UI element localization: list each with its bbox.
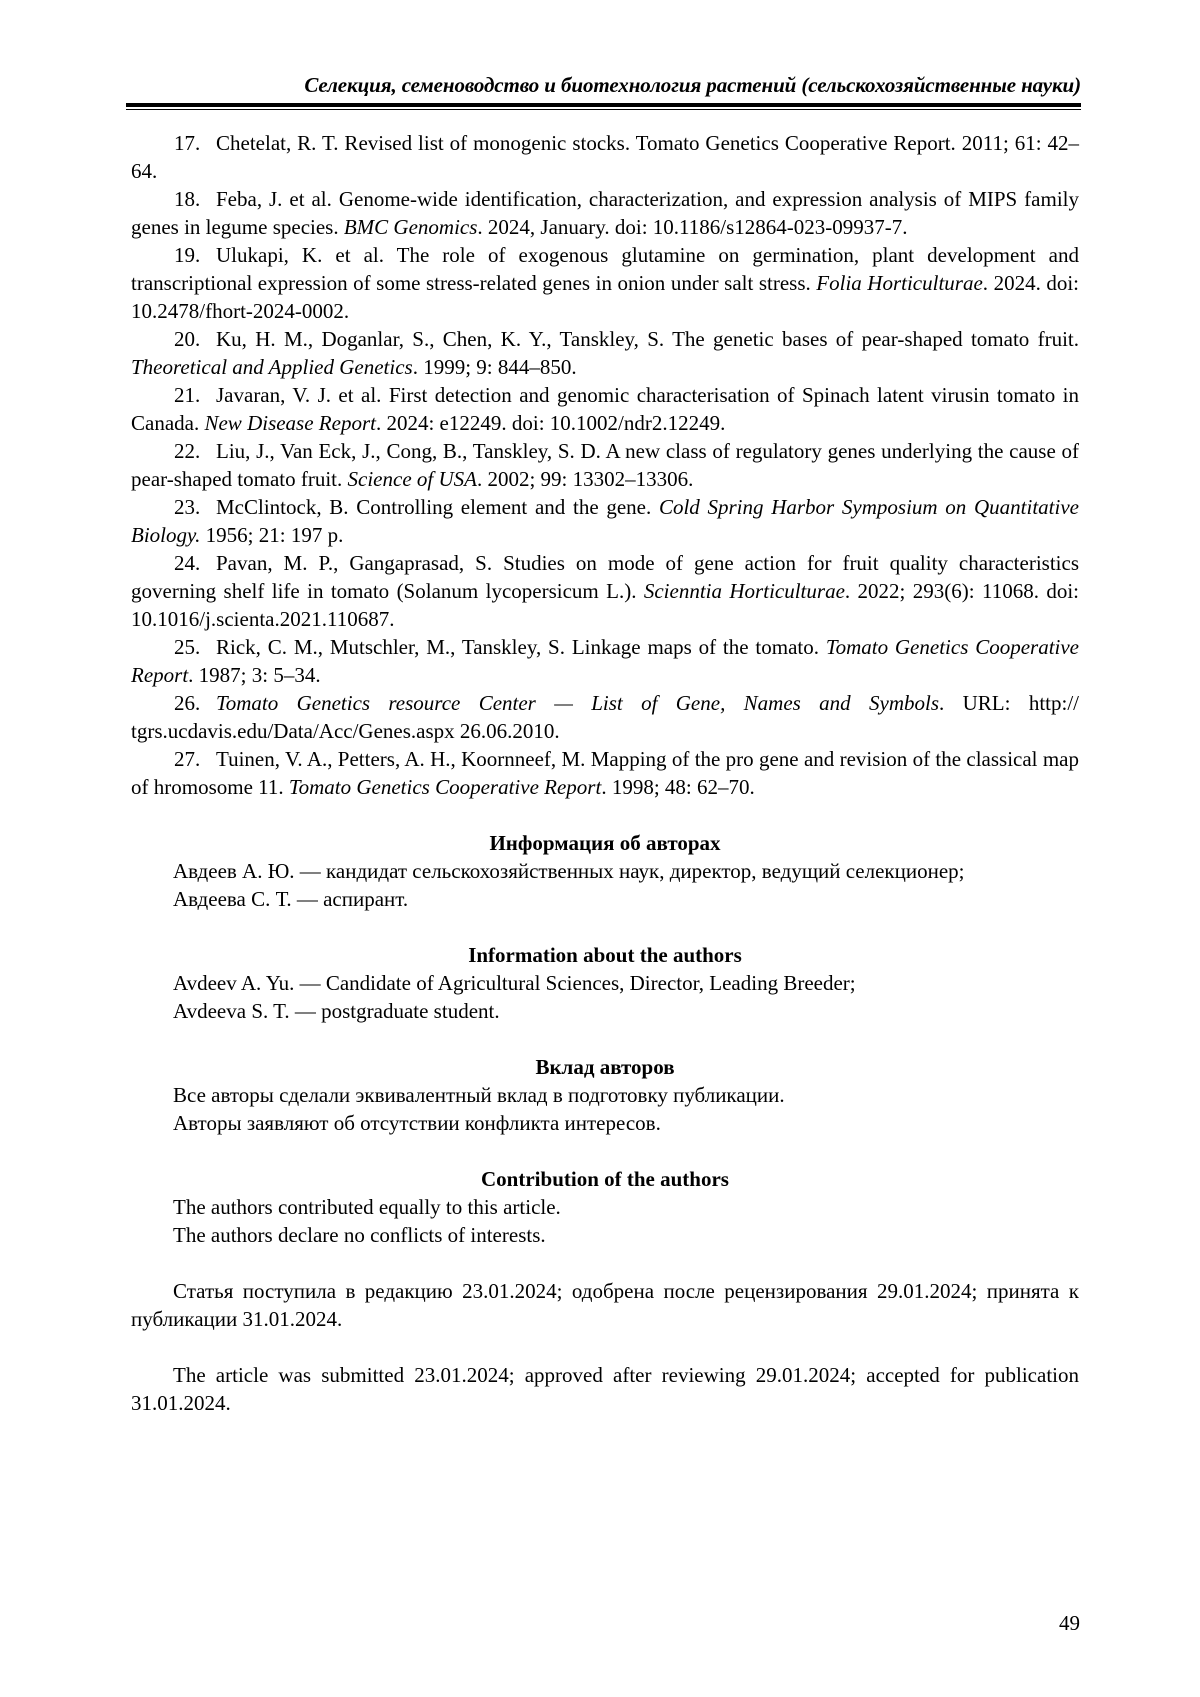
reference-list xyxy=(131,129,1079,801)
reference-source-title: Scienntia Horticulturae xyxy=(643,579,845,603)
contribution-line: Авторы заявляют об отсутствии конфликта интересов. xyxy=(173,1111,661,1135)
author-line: Avdeeva S. T. — postgraduate student. xyxy=(173,999,500,1023)
contribution-line: The authors contributed equally to this article. xyxy=(173,1195,561,1219)
reference-item xyxy=(131,745,1079,801)
reference-text: . 2024, January. doi: 10.1186/s12864-023-09937-7. xyxy=(477,215,908,239)
reference-item xyxy=(131,633,1079,689)
authors-info-en xyxy=(131,941,1079,1025)
reference-text: Javaran, V. J. et al. First detection and genomic characterisation of Spinach latent virusin tomato in Canada. xyxy=(131,383,1079,435)
reference-item xyxy=(131,549,1079,633)
reference-source-title: Tomato Genetics resource Center — List of Gene, Names and Symbols xyxy=(216,691,940,715)
reference-text: . 2024: e12249. doi: 10.1002/ndr2.12249. xyxy=(375,411,726,435)
reference-item xyxy=(131,493,1079,549)
reference-text: Liu, J., Van Eck, J., Cong, B., Tanskley, S. D. A new class of regulatory genes underlying the cause of pear-shaped tomato fruit. xyxy=(131,439,1079,491)
section-title: Information about the authors xyxy=(468,943,742,967)
page-number: 49 xyxy=(1059,1611,1080,1635)
contribution-en xyxy=(131,1165,1079,1249)
reference-source-title: Tomato Genetics Cooperative Report xyxy=(288,775,602,799)
reference-number: 24. xyxy=(174,551,201,575)
reference-text: . 1999; 9: 844–850. xyxy=(412,355,577,379)
authors-info-ru xyxy=(131,829,1079,913)
reference-text: . 1998; 48: 62–70. xyxy=(601,775,755,799)
reference-number: 22. xyxy=(174,439,201,463)
reference-source-title: BMC Genomics xyxy=(343,215,478,239)
contribution-line: The authors declare no conflicts of interests. xyxy=(173,1223,546,1247)
reference-text: . 2022; 293(6): 11068. doi: 10.1016/j.scienta.2021.110687. xyxy=(131,579,1079,631)
article-dates-en: The article was submitted 23.01.2024; approved after reviewing 29.01.2024; accepted for publication 31.01.2024. xyxy=(131,1363,1079,1415)
reference-text: 1956; 21: 197 p. xyxy=(200,523,344,547)
reference-number: 18. xyxy=(174,187,201,211)
reference-item xyxy=(131,325,1079,381)
reference-text: Tuinen, V. A., Petters, A. H., Koornneef, M. Mapping of the pro gene and revision of the classical map of hromosome 11. xyxy=(131,747,1079,799)
reference-source-title: Theoretical and Applied Genetics xyxy=(131,355,413,379)
reference-text: . 2002; 99: 13302–13306. xyxy=(476,467,694,491)
running-title: Селекция, семеноводство и биотехнология растений (сельскохозяйственные науки) xyxy=(304,73,1081,97)
reference-number: 20. xyxy=(174,327,201,351)
reference-text: . URL: http:// tgrs.ucdavis.edu/Data/Acc/Genes.aspx 26.06.2010. xyxy=(131,691,1079,743)
reference-number: 23. xyxy=(174,495,201,519)
header-rule-thick xyxy=(126,103,1081,107)
reference-text: McClintock, B. Controlling element and the gene. xyxy=(216,495,659,519)
reference-item xyxy=(131,241,1079,325)
section-title: Информация об авторах xyxy=(489,831,721,855)
header-rule-thin xyxy=(126,109,1081,110)
author-line: Avdeev A. Yu. — Candidate of Agricultural Sciences, Director, Leading Breeder; xyxy=(173,971,856,995)
reference-number: 21. xyxy=(174,383,201,407)
reference-text: Chetelat, R. T. Revised list of monogenic stocks. Tomato Genetics Cooperative Report. 2011; 61: 42–64. xyxy=(131,131,1079,183)
reference-number: 25. xyxy=(174,635,201,659)
reference-text: Feba, J. et al. Genome-wide identification, characterization, and expression analysis of MIPS family genes in legume species. xyxy=(131,187,1079,239)
reference-text: Ulukapi, K. et al. The role of exogenous glutamine on germination, plant development and transcriptional expression of some stress-related genes in onion under salt stress. xyxy=(131,243,1079,295)
reference-text: Pavan, M. P., Gangaprasad, S. Studies on mode of gene action for fruit quality characteristics governing shelf life in tomato (Solanum lycopersicum L.). xyxy=(131,551,1079,603)
reference-source-title: New Disease Report xyxy=(204,411,376,435)
reference-source-title: Cold Spring Harbor Symposium on Quantitative Biology. xyxy=(131,495,1079,547)
reference-item xyxy=(131,437,1079,493)
contribution-line: Все авторы сделали эквивалентный вклад в подготовку публикации. xyxy=(173,1083,785,1107)
reference-text: Rick, C. M., Mutschler, M., Tanskley, S. Linkage maps of the tomato. xyxy=(216,635,826,659)
author-line: Авдеева С. Т. — аспирант. xyxy=(173,887,409,911)
reference-item xyxy=(131,129,1079,185)
reference-number: 19. xyxy=(174,243,201,267)
reference-number: 27. xyxy=(174,747,201,771)
reference-text: . 1987; 3: 5–34. xyxy=(188,663,321,687)
reference-number: 26. xyxy=(174,691,201,715)
reference-source-title: Science of USA xyxy=(347,467,477,491)
reference-source-title: Folia Horticulturae xyxy=(816,271,983,295)
reference-item xyxy=(131,185,1079,241)
article-dates-ru: Статья поступила в редакцию 23.01.2024; одобрена после рецензирования 29.01.2024; принята к публикации 31.01.2024. xyxy=(131,1279,1079,1331)
page-body xyxy=(131,129,1079,1438)
reference-item xyxy=(131,381,1079,437)
contribution-ru xyxy=(131,1053,1079,1137)
reference-source-title: Tomato Genetics Cooperative Report xyxy=(131,635,1079,687)
author-line: Авдеев А. Ю. — кандидат сельскохозяйственных наук, директор, ведущий селекционер; xyxy=(173,859,965,883)
reference-text: . 2024. doi: 10.2478/fhort-2024-0002. xyxy=(131,271,1079,323)
reference-number: 17. xyxy=(174,131,201,155)
reference-text: Ku, H. M., Doganlar, S., Chen, K. Y., Tanskley, S. The genetic bases of pear-shaped tomato fruit. xyxy=(216,327,1079,351)
reference-item xyxy=(131,689,1079,745)
section-title: Вклад авторов xyxy=(535,1055,675,1079)
section-title: Contribution of the authors xyxy=(481,1167,729,1191)
